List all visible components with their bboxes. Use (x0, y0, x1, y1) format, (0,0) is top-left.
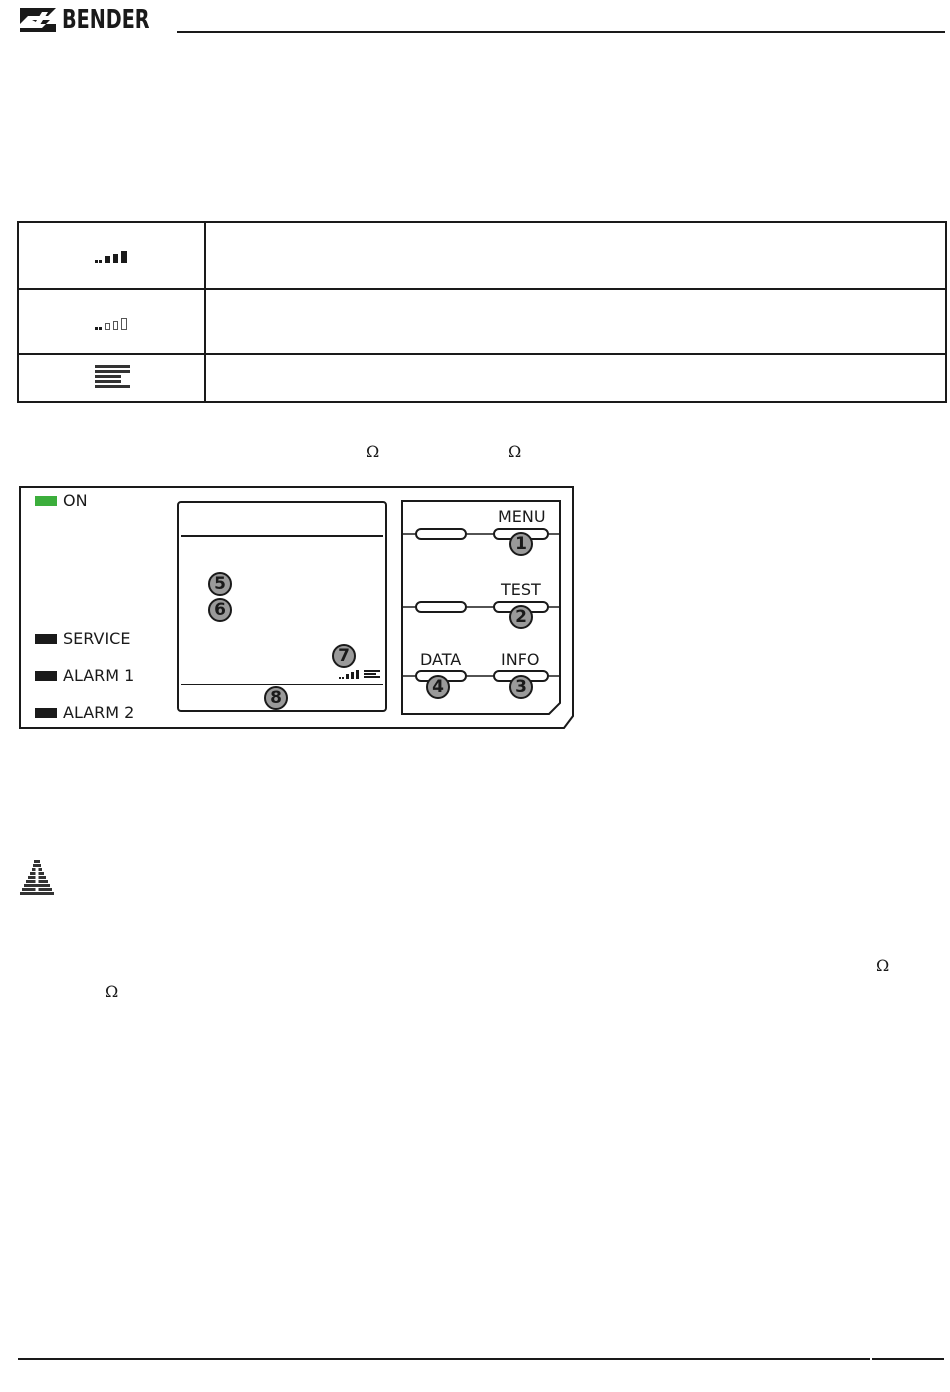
warning-icon (18, 858, 56, 896)
lcd-footer-rule (181, 684, 383, 685)
left-upper-key[interactable] (415, 528, 467, 540)
callout-8: 8 (264, 686, 288, 710)
table-cell-text (206, 290, 945, 353)
omega-symbol: Ω (876, 956, 890, 975)
omega-symbol: Ω (366, 442, 380, 461)
signal-bars-outline-icon (95, 317, 131, 331)
callout-3: 3 (509, 675, 533, 699)
footer-rule (18, 1358, 870, 1360)
led-label-on: ON (63, 491, 88, 510)
menu-lines-icon (95, 365, 131, 391)
test-key-label: TEST (501, 580, 541, 599)
table-cell-icon (19, 223, 206, 288)
table-cell-text (206, 355, 945, 401)
callout-5: 5 (208, 572, 232, 596)
info-key-label: INFO (501, 650, 540, 669)
callout-4: 4 (426, 675, 450, 699)
callout-2: 2 (509, 605, 533, 629)
callout-1: 1 (509, 532, 533, 556)
footer-rule-page (872, 1358, 944, 1360)
bender-logo (18, 4, 178, 34)
bender-logo-mark-icon (18, 6, 58, 34)
brand-name: BENDER (62, 5, 150, 35)
signal-bars-filled-icon (95, 250, 131, 264)
led-alarm1-indicator (35, 671, 57, 681)
device-front-panel (19, 486, 575, 730)
header-rule (177, 31, 945, 33)
table-row (19, 353, 945, 401)
table-row (19, 223, 945, 288)
lcd-header-rule (181, 535, 383, 537)
table-cell-icon (19, 355, 206, 401)
symbol-table (17, 221, 947, 403)
led-label-alarm2: ALARM 2 (63, 703, 135, 722)
menu-key-label: MENU (498, 507, 546, 526)
led-on-indicator (35, 496, 57, 506)
table-row (19, 288, 945, 353)
data-key-label: DATA (420, 650, 462, 669)
led-service-indicator (35, 634, 57, 644)
led-alarm2-indicator (35, 708, 57, 718)
lcd-status-icons (339, 669, 385, 681)
led-label-alarm1: ALARM 1 (63, 666, 135, 685)
callout-7: 7 (332, 644, 356, 668)
omega-symbol: Ω (105, 982, 119, 1001)
left-middle-key[interactable] (415, 601, 467, 613)
table-cell-text (206, 223, 945, 288)
callout-6: 6 (208, 598, 232, 622)
led-label-service: SERVICE (63, 629, 131, 648)
table-cell-icon (19, 290, 206, 353)
omega-symbol: Ω (508, 442, 522, 461)
